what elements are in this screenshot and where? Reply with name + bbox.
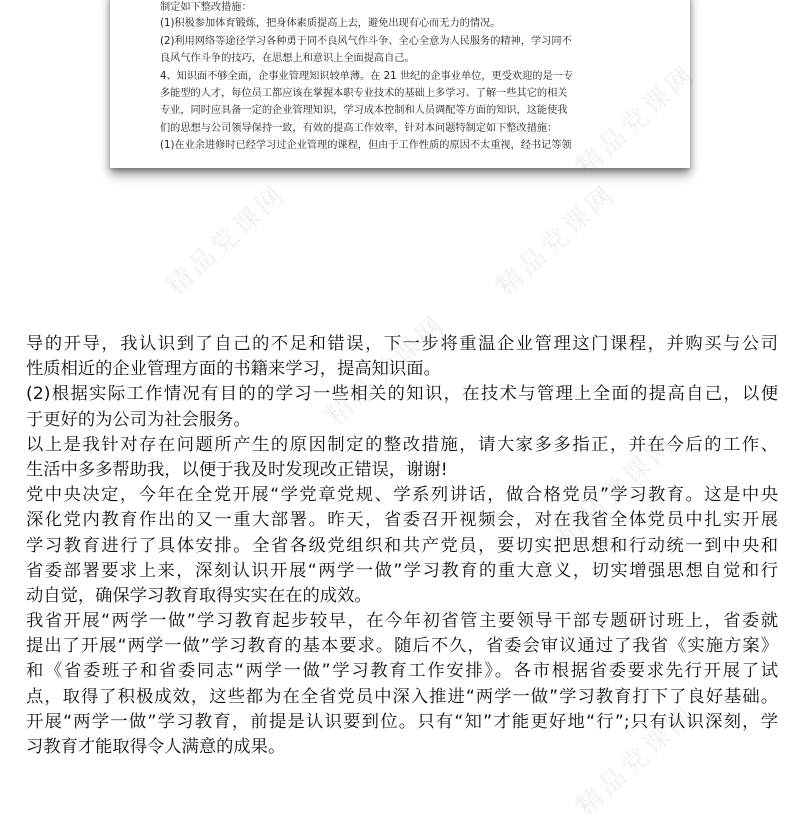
watermark-text: 精品党课网	[490, 179, 623, 302]
body-line: (2)根据实际工作情况有目的的学习一些相关的知识，在技术与管理上全面的提高自己，以便	[26, 384, 778, 405]
body-line: 动自觉，确保学习教育取得实实在在的成效。	[26, 585, 372, 606]
excerpt-line: (2)利用网络等途径学习各种勇于同不良风气作斗争、全心全意为人民服务的精神，学习同不	[160, 36, 572, 47]
body-line: 我省开展“两学一做”学习教育起步较早，在今年初省管主要领导干部专题研讨班上，省委就	[26, 611, 778, 632]
document-body	[26, 332, 778, 760]
watermark-text: 精品党课网	[570, 699, 703, 822]
body-line: 提出了开展“两学一做”学习教育的基本要求。随后不久，省委会审议通过了我省《实施方案》	[26, 636, 778, 657]
body-line: 和《省委班子和省委同志“两学一做”学习教育工作安排》。各市根据省委要求先行开展了试	[26, 661, 778, 682]
body-line: 于更好的为公司为社会服务。	[26, 409, 251, 430]
watermark-text: 精品党课网	[160, 179, 293, 302]
body-line: 生活中多多帮助我，以便于我及时发现改正错误，谢谢!	[26, 459, 448, 480]
watermark-text: 精品党课网	[320, 309, 453, 432]
body-line: 省委部署要求上来，深刻认识开展“两学一做”学习教育的重大意义，切实增强思想自觉和行	[26, 560, 778, 581]
body-line: 学习教育进行了具体安排。全省各级党组织和共产党员，要切实把思想和行动统一到中央和	[26, 535, 778, 556]
excerpt-line: (1)积极参加体育锻炼，把身体素质提高上去，避免出现有心而无力的情况。	[160, 18, 501, 29]
body-line: 习教育才能取得令人满意的成果。	[26, 737, 286, 757]
excerpt-line: 专业，同时应具备一定的企业管理知识，学习成本控制和人员调配等方面的知识，这能使我	[160, 105, 568, 116]
excerpt-line: 4、知识面不够全面，企事业管理知识较单薄。在 21 世纪的企事业单位，更受欢迎的是一专	[160, 71, 574, 82]
body-line: 导的开导，我认识到了自己的不足和错误，下一步将重温企业管理这门课程，并购买与公司	[26, 334, 778, 354]
body-line: 深化党内教育作出的又一重大部署。昨天，省委召开视频会，对在我省全体党员中扎实开展	[26, 510, 778, 531]
excerpt-line: 多能型的人才，每位员工都应该在掌握本职专业技术的基础上多学习、了解一些其它的相关	[160, 88, 568, 99]
excerpt-line: 制定如下整改措施：	[160, 2, 252, 13]
body-line: 性质相近的企业管理方面的书籍来学习，提高知识面。	[26, 359, 441, 380]
body-line: 开展“两学一做”学习教育，前提是认识要到位。只有“知”才能更好地“行”;只有认识深刻，学	[26, 711, 778, 732]
body-line: 点，取得了积极成效，这些都为在全省党员中深入推进“两学一做”学习教育打下了良好基础。	[26, 686, 778, 707]
watermark-text: 精品党课网	[570, 59, 703, 182]
excerpt-line: 良风气作斗争的技巧，在思想上和意识上全面提高自己。	[160, 53, 415, 64]
body-line: 以上是我针对存在问题所产生的原因制定的整改措施，请大家多多指正，并在今后的工作、	[26, 434, 778, 455]
excerpt-line: (1)在业余进修时已经学习过企业管理的课程，但由于工作性质的原因不太重视，经书记等领	[160, 140, 572, 151]
watermark-text: 精品党课网	[550, 429, 683, 552]
excerpt-line: 们的思想与公司领导保持一致，有效的提高工作效率，针对本问题特制定如下整改措施：	[160, 123, 558, 134]
body-line: 党中央决定，今年在全党开展“学党章党规、学系列讲话，做合格党员”学习教育。这是中央	[26, 485, 778, 506]
